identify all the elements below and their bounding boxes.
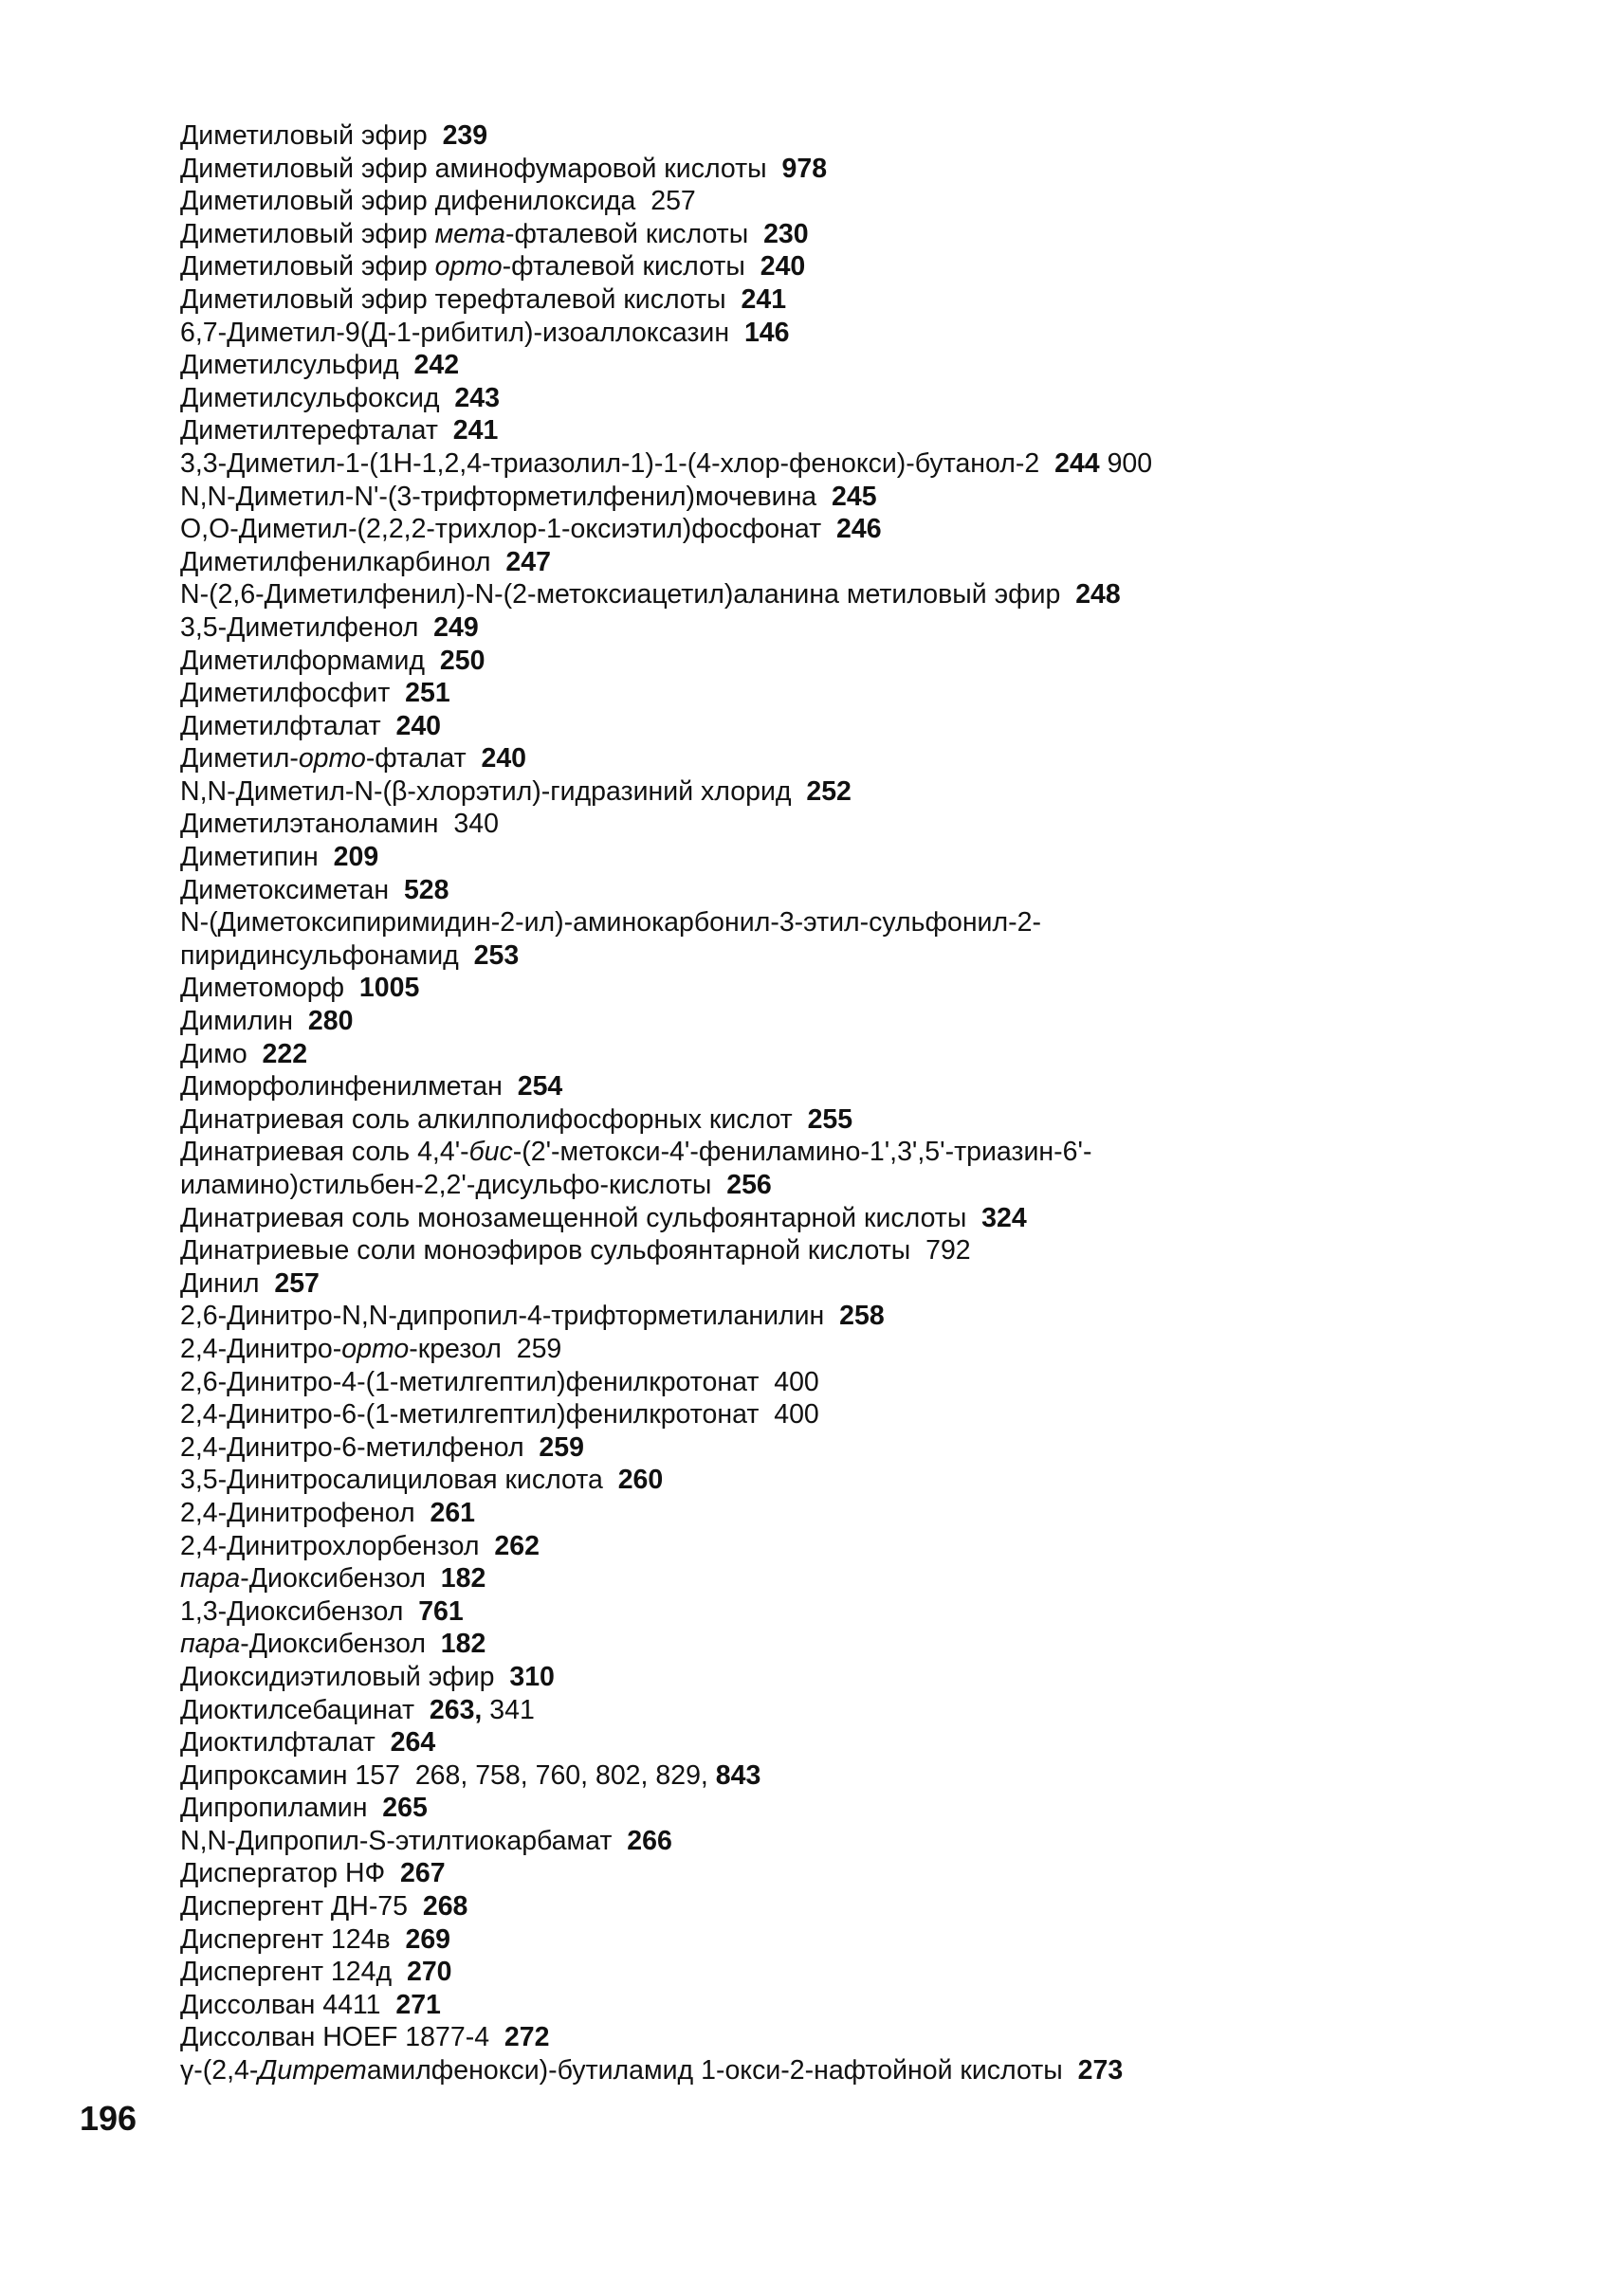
term-text: 2,4-Динитро- — [180, 1333, 342, 1364]
index-entry-term — [180, 318, 729, 348]
index-entry-term — [180, 120, 428, 151]
index-entry — [180, 1234, 1489, 1267]
term-text: 1,3-Диоксибензол — [180, 1595, 404, 1627]
page-reference: 265 — [382, 1793, 428, 1824]
term-text: γ-(2,4- — [180, 2055, 259, 2086]
term-italic-prefix: мета — [434, 218, 505, 249]
term-text: 2,6-Динитро-N,N-дипропил-4-трифторметиланилин — [180, 1301, 825, 1332]
index-entry-term — [180, 415, 438, 446]
index-entry-term — [180, 1465, 603, 1495]
term-text: Димо — [180, 1038, 247, 1069]
index-entry-term — [180, 154, 767, 184]
index-entry-term — [180, 612, 418, 643]
page-reference: 244 — [1054, 447, 1100, 479]
index-entry-term — [180, 940, 459, 971]
term-text: -Диоксибензол — [240, 1629, 426, 1660]
index-entry — [180, 119, 1489, 153]
term-text: Диметилфталат — [180, 710, 381, 741]
page-reference: 242 — [413, 350, 460, 381]
term-text: Диметилэтаноламин — [180, 809, 439, 840]
term-text: 2,4-Динитро-6-(1-метилгептил)фенилкротонат — [180, 1399, 760, 1430]
term-text: -фталевой кислоты — [502, 251, 745, 282]
index-entry-term — [180, 2055, 1063, 2086]
page-reference: 900 — [1107, 447, 1153, 479]
page-reference: 248 — [1075, 579, 1121, 610]
index-entry — [180, 939, 1489, 973]
index-entry — [180, 1661, 1489, 1694]
term-text: 6,7-Диметил-9(Д-1-рибитил)-изоаллоксазин — [180, 317, 730, 348]
index-entry-list — [180, 119, 1489, 2087]
term-text: амилфенокси)-бутиламид 1-окси-2-нафтойной кислоты — [366, 2055, 1063, 2086]
index-entry — [180, 317, 1489, 350]
index-entry-term — [180, 842, 319, 872]
term-text: иламино)стильбен-2,2'-дисульфо-кислоты — [180, 1170, 712, 1200]
page-reference: 310 — [509, 1661, 555, 1692]
term-text: Динатриевая соль монозамещенной сульфоянтарной кислоты — [180, 1202, 967, 1233]
term-text: -фталат — [365, 743, 467, 774]
page-reference: 270 — [406, 1957, 452, 1988]
term-text: Диоктилфталат — [180, 1727, 376, 1758]
index-entry — [180, 742, 1489, 775]
term-text: О,О-Диметил-(2,2,2-трихлор-1-оксиэтил)фосфонат — [180, 514, 822, 545]
page-reference: 528 — [403, 874, 449, 905]
index-entry-term — [180, 1203, 966, 1233]
index-entry-term — [180, 1399, 759, 1430]
page-reference: 257 — [274, 1267, 320, 1299]
page-reference: 247 — [505, 546, 551, 577]
index-entry — [180, 1956, 1489, 1989]
term-text: Диметиловый эфир дифенилоксида — [180, 186, 636, 217]
index-entry — [180, 1595, 1489, 1629]
page-reference: 843 — [715, 1759, 761, 1791]
index-entry — [180, 218, 1489, 251]
page-reference: 260 — [617, 1465, 664, 1496]
term-text: Диоксидиэтиловый эфир — [180, 1661, 495, 1692]
page-reference: 249 — [433, 611, 479, 643]
term-text: N,N-Дипропил-S-этилтиокарбамат — [180, 1825, 613, 1856]
index-entry-term — [180, 1695, 414, 1725]
page-reference: 263, — [429, 1694, 483, 1725]
index-entry-term — [180, 1432, 524, 1463]
index-entry-term — [180, 251, 745, 282]
index-entry-term — [180, 514, 821, 544]
index-entry-term — [180, 1498, 415, 1528]
index-entry-term — [180, 547, 491, 577]
index-entry-term — [180, 1957, 392, 1987]
page-reference: 258 — [839, 1301, 885, 1332]
term-text: Диметилсульфоксид — [180, 382, 440, 413]
term-text: N-(Диметоксипиримидин-2-ил)-аминокарбонил-3-этил-сульфонил-2- — [180, 907, 1041, 938]
page-reference: 222 — [262, 1038, 308, 1069]
index-entry — [180, 972, 1489, 1005]
term-text: N,N-Диметил-N-(β-хлорэтил)-гидразиний хлорид — [180, 775, 792, 807]
index-entry — [180, 1989, 1489, 2022]
index-entry — [180, 250, 1489, 283]
index-entry-term — [180, 2022, 489, 2052]
term-text: Диморфолинфенилметан — [180, 1071, 503, 1102]
term-text: Диоктилсебацинат — [180, 1694, 415, 1725]
page-number: 196 — [80, 2099, 137, 2138]
term-text: Динатриевые соли моноэфиров сульфоянтарной кислоты — [180, 1235, 911, 1266]
index-entry — [180, 611, 1489, 645]
index-entry — [180, 349, 1489, 382]
index-entry-term — [180, 186, 635, 216]
index-entry — [180, 153, 1489, 186]
term-text: -крезол — [409, 1333, 502, 1364]
term-text: Диметиловый эфир — [180, 251, 435, 282]
index-entry-term — [180, 1334, 502, 1364]
page-reference: 273 — [1077, 2055, 1124, 2086]
index-entry — [180, 1792, 1489, 1825]
index-entry — [180, 1923, 1489, 1957]
term-text: Диметиловый эфир — [180, 218, 435, 249]
index-entry — [180, 1530, 1489, 1563]
index-entry-term — [180, 1235, 910, 1266]
index-entry-term — [180, 1793, 367, 1823]
index-entry-term — [180, 743, 467, 774]
index-entry — [180, 1562, 1489, 1595]
index-entry-term — [180, 1531, 480, 1561]
page-reference: 761 — [418, 1595, 464, 1627]
page-reference: 257 — [650, 186, 696, 217]
index-entry-term — [180, 1367, 759, 1397]
index-entry — [180, 1497, 1489, 1530]
index-entry — [180, 1759, 1489, 1793]
index-entry-term — [180, 284, 726, 315]
page-reference: 256 — [726, 1170, 772, 1200]
term-text: Диспергент ДН-75 — [180, 1891, 409, 1922]
page-reference: 978 — [781, 153, 828, 184]
index-entry-term — [180, 1826, 612, 1856]
term-text: Диметилфенилкарбинол — [180, 546, 491, 577]
term-text: -фталевой кислоты — [504, 218, 749, 249]
term-text: пиридинсульфонамид — [180, 939, 459, 971]
term-text: 2,4-Динитрофенол — [180, 1497, 415, 1528]
page-reference: 250 — [439, 645, 485, 676]
index-entry — [180, 1726, 1489, 1759]
page-reference: 269 — [405, 1923, 451, 1955]
page-reference: 245 — [832, 481, 877, 512]
term-text: N-(2,6-Диметилфенил)-N-(2-метоксиацетил)аланина метиловый эфир — [180, 579, 1061, 610]
index-entry — [180, 1857, 1489, 1890]
index-entry-term — [180, 1170, 711, 1200]
page-reference: 182 — [440, 1629, 486, 1660]
index-entry-term — [180, 907, 1041, 938]
page-reference: 272 — [504, 2022, 550, 2053]
index-entry-term — [180, 1924, 391, 1955]
page-reference: 259 — [539, 1431, 584, 1463]
page-reference: 251 — [405, 678, 450, 709]
page-reference: 146 — [743, 317, 790, 348]
index-entry — [180, 1267, 1489, 1301]
page-reference: 264 — [390, 1727, 436, 1758]
term-text: Диспергент 124д — [180, 1957, 393, 1988]
index-entry-term — [180, 1137, 1091, 1167]
term-text: Диметипин — [180, 842, 319, 873]
page-reference: 209 — [333, 842, 379, 873]
term-text: Динатриевая соль алкилполифосфорных кислот — [180, 1103, 793, 1135]
index-entry-term — [180, 973, 344, 1003]
term-text: Динатриевая соль 4,4'- — [180, 1137, 469, 1168]
term-text: 2,4-Динитро-6-метилфенол — [180, 1431, 524, 1463]
page-reference: 241 — [452, 415, 499, 446]
index-entry — [180, 1202, 1489, 1235]
term-text: Диметиловый эфир — [180, 120, 428, 151]
index-entry — [180, 1694, 1489, 1727]
term-text: Диметилтерефталат — [180, 415, 438, 446]
index-entry — [180, 1005, 1489, 1038]
term-text: Диспергент 124в — [180, 1923, 391, 1955]
page-reference: 255 — [807, 1103, 853, 1135]
page-reference: 271 — [395, 1989, 441, 2020]
index-entry — [180, 1333, 1489, 1366]
page-reference: 280 — [307, 1006, 354, 1037]
index-entry-term — [180, 1629, 426, 1659]
index-entry — [180, 2021, 1489, 2054]
term-text: 3,5-Динитросалициловая кислота — [180, 1465, 603, 1496]
page-reference: 253 — [473, 939, 520, 971]
term-text: Диметилформамид — [180, 645, 426, 676]
term-text: 2,6-Динитро-4-(1-метилгептил)фенилкротонат — [180, 1366, 760, 1397]
index-entry-term — [180, 646, 425, 676]
term-text: Динил — [180, 1267, 260, 1299]
page-reference: 792 — [925, 1235, 971, 1266]
term-italic-prefix: пара — [180, 1563, 241, 1594]
index-entry-term — [180, 678, 390, 708]
index-entry — [180, 1038, 1489, 1071]
index-entry — [180, 1300, 1489, 1333]
page-reference: 261 — [430, 1497, 476, 1528]
index-entry — [180, 447, 1489, 481]
index-entry — [180, 1890, 1489, 1923]
index-entry-term — [180, 1071, 503, 1102]
page-reference: 341 — [489, 1694, 535, 1725]
index-entry — [180, 578, 1489, 611]
page-reference: 254 — [517, 1071, 563, 1102]
index-entry-term — [180, 219, 748, 249]
index-entry-term — [180, 1268, 260, 1299]
term-text: 3,5-Диметилфенол — [180, 611, 419, 643]
page-reference: 1005 — [358, 973, 420, 1004]
index-entry — [180, 481, 1489, 514]
page-reference: 252 — [806, 775, 852, 807]
term-text: Диметоморф — [180, 973, 345, 1004]
index-entry — [180, 841, 1489, 874]
index-entry — [180, 283, 1489, 317]
index-entry — [180, 1070, 1489, 1103]
term-italic-prefix: бис — [468, 1137, 513, 1168]
index-entry — [180, 1136, 1489, 1169]
index-entry — [180, 414, 1489, 447]
term-text: -Диоксибензол — [240, 1563, 426, 1594]
index-entry — [180, 1825, 1489, 1858]
page-reference: 268 — [422, 1891, 468, 1922]
index-entry — [180, 1103, 1489, 1137]
index-entry-term — [180, 448, 1039, 479]
page-reference: 262 — [494, 1530, 540, 1561]
index-entry-term — [180, 1990, 381, 2020]
term-text: 3,3-Диметил-1-(1Н-1,2,4-триазолил-1)-1-(4-хлор-фенокси)-бутанол-2 — [180, 447, 1040, 479]
index-entry-term — [180, 776, 792, 807]
index-entry — [180, 1366, 1489, 1399]
page-reference: 182 — [440, 1563, 486, 1594]
index-entry-term — [180, 1006, 293, 1036]
term-text: 2,4-Динитрохлорбензол — [180, 1530, 480, 1561]
index-entry-term — [180, 1891, 408, 1922]
page-reference: 267 — [400, 1858, 446, 1889]
index-entry — [180, 677, 1489, 710]
index-entry-term — [180, 1858, 385, 1888]
page-reference: 241 — [741, 283, 787, 315]
page-reference: 266 — [627, 1825, 672, 1856]
index-entry — [180, 1464, 1489, 1497]
term-text: N,N-Диметил-N'-(3-трифторметилфенил)мочевина — [180, 481, 817, 512]
page-reference: 268, 758, 760, 802, 829, — [414, 1759, 708, 1791]
term-text: Дипропиламин — [180, 1793, 368, 1824]
index-entry — [180, 874, 1489, 907]
index-entry-term — [180, 1301, 824, 1331]
page-reference: 340 — [453, 809, 499, 840]
term-italic-prefix: орто — [298, 743, 366, 774]
index-entry-term — [180, 809, 439, 839]
index-entry-term — [180, 875, 389, 905]
index-entry — [180, 382, 1489, 415]
index-entry-term — [180, 1727, 376, 1758]
page-reference: 239 — [442, 120, 488, 151]
page-reference: 400 — [774, 1366, 819, 1397]
term-text: Диметиловый эфир терефталевой кислоты — [180, 283, 726, 315]
page-reference: 243 — [454, 382, 500, 413]
term-text: Диметилфосфит — [180, 678, 391, 709]
index-entry — [180, 775, 1489, 809]
index-entry-term — [180, 350, 399, 380]
index-entry — [180, 710, 1489, 743]
term-text: -(2'-метокси-4'-фениламино-1',3',5'-триазин-6'- — [512, 1137, 1092, 1168]
page-reference: 240 — [760, 251, 806, 282]
index-entry-term — [180, 1760, 400, 1791]
term-text: Дипроксамин 157 — [180, 1759, 400, 1791]
index-entry-term — [180, 1039, 247, 1069]
page-reference: 246 — [836, 514, 882, 545]
term-text: Димилин — [180, 1006, 294, 1037]
index-entry — [180, 808, 1489, 841]
index-entry — [180, 2054, 1489, 2087]
page-reference: 400 — [774, 1399, 819, 1430]
index-entry — [180, 1398, 1489, 1431]
page-reference: 240 — [395, 710, 442, 741]
index-entry-term — [180, 711, 381, 741]
index-entry — [180, 185, 1489, 218]
page-reference: 259 — [516, 1333, 562, 1364]
term-text: Диметоксиметан — [180, 874, 390, 905]
index-entry — [180, 906, 1489, 939]
index-entry-term — [180, 1662, 495, 1692]
page-reference: 324 — [981, 1202, 1027, 1233]
index-entry-term — [180, 579, 1060, 610]
term-text: Диспергатор НФ — [180, 1858, 386, 1889]
index-entry — [180, 1628, 1489, 1661]
term-text: Диссолван 4411 — [180, 1989, 381, 2020]
term-text: Диметилсульфид — [180, 350, 399, 381]
term-italic-prefix: орто — [434, 251, 503, 282]
term-text: Диссолван HOEF 1877-4 — [180, 2022, 490, 2053]
index-entry — [180, 1431, 1489, 1465]
page-reference: 230 — [763, 218, 809, 249]
index-entry-term — [180, 1104, 793, 1135]
index-entry — [180, 513, 1489, 546]
term-italic-prefix: орто — [341, 1333, 410, 1364]
index-entry-term — [180, 1563, 426, 1594]
index-entry-term — [180, 1596, 403, 1627]
index-entry-term — [180, 383, 440, 413]
term-italic-prefix: пара — [180, 1629, 241, 1660]
term-text: Диметил- — [180, 743, 299, 774]
index-entry — [180, 546, 1489, 579]
term-italic-prefix: Дитрет — [258, 2055, 367, 2086]
term-text: Диметиловый эфир аминофумаровой кислоты — [180, 153, 767, 184]
index-entry — [180, 1169, 1489, 1202]
index-entry — [180, 645, 1489, 678]
page-reference: 240 — [481, 743, 527, 774]
index-entry-term — [180, 482, 816, 512]
